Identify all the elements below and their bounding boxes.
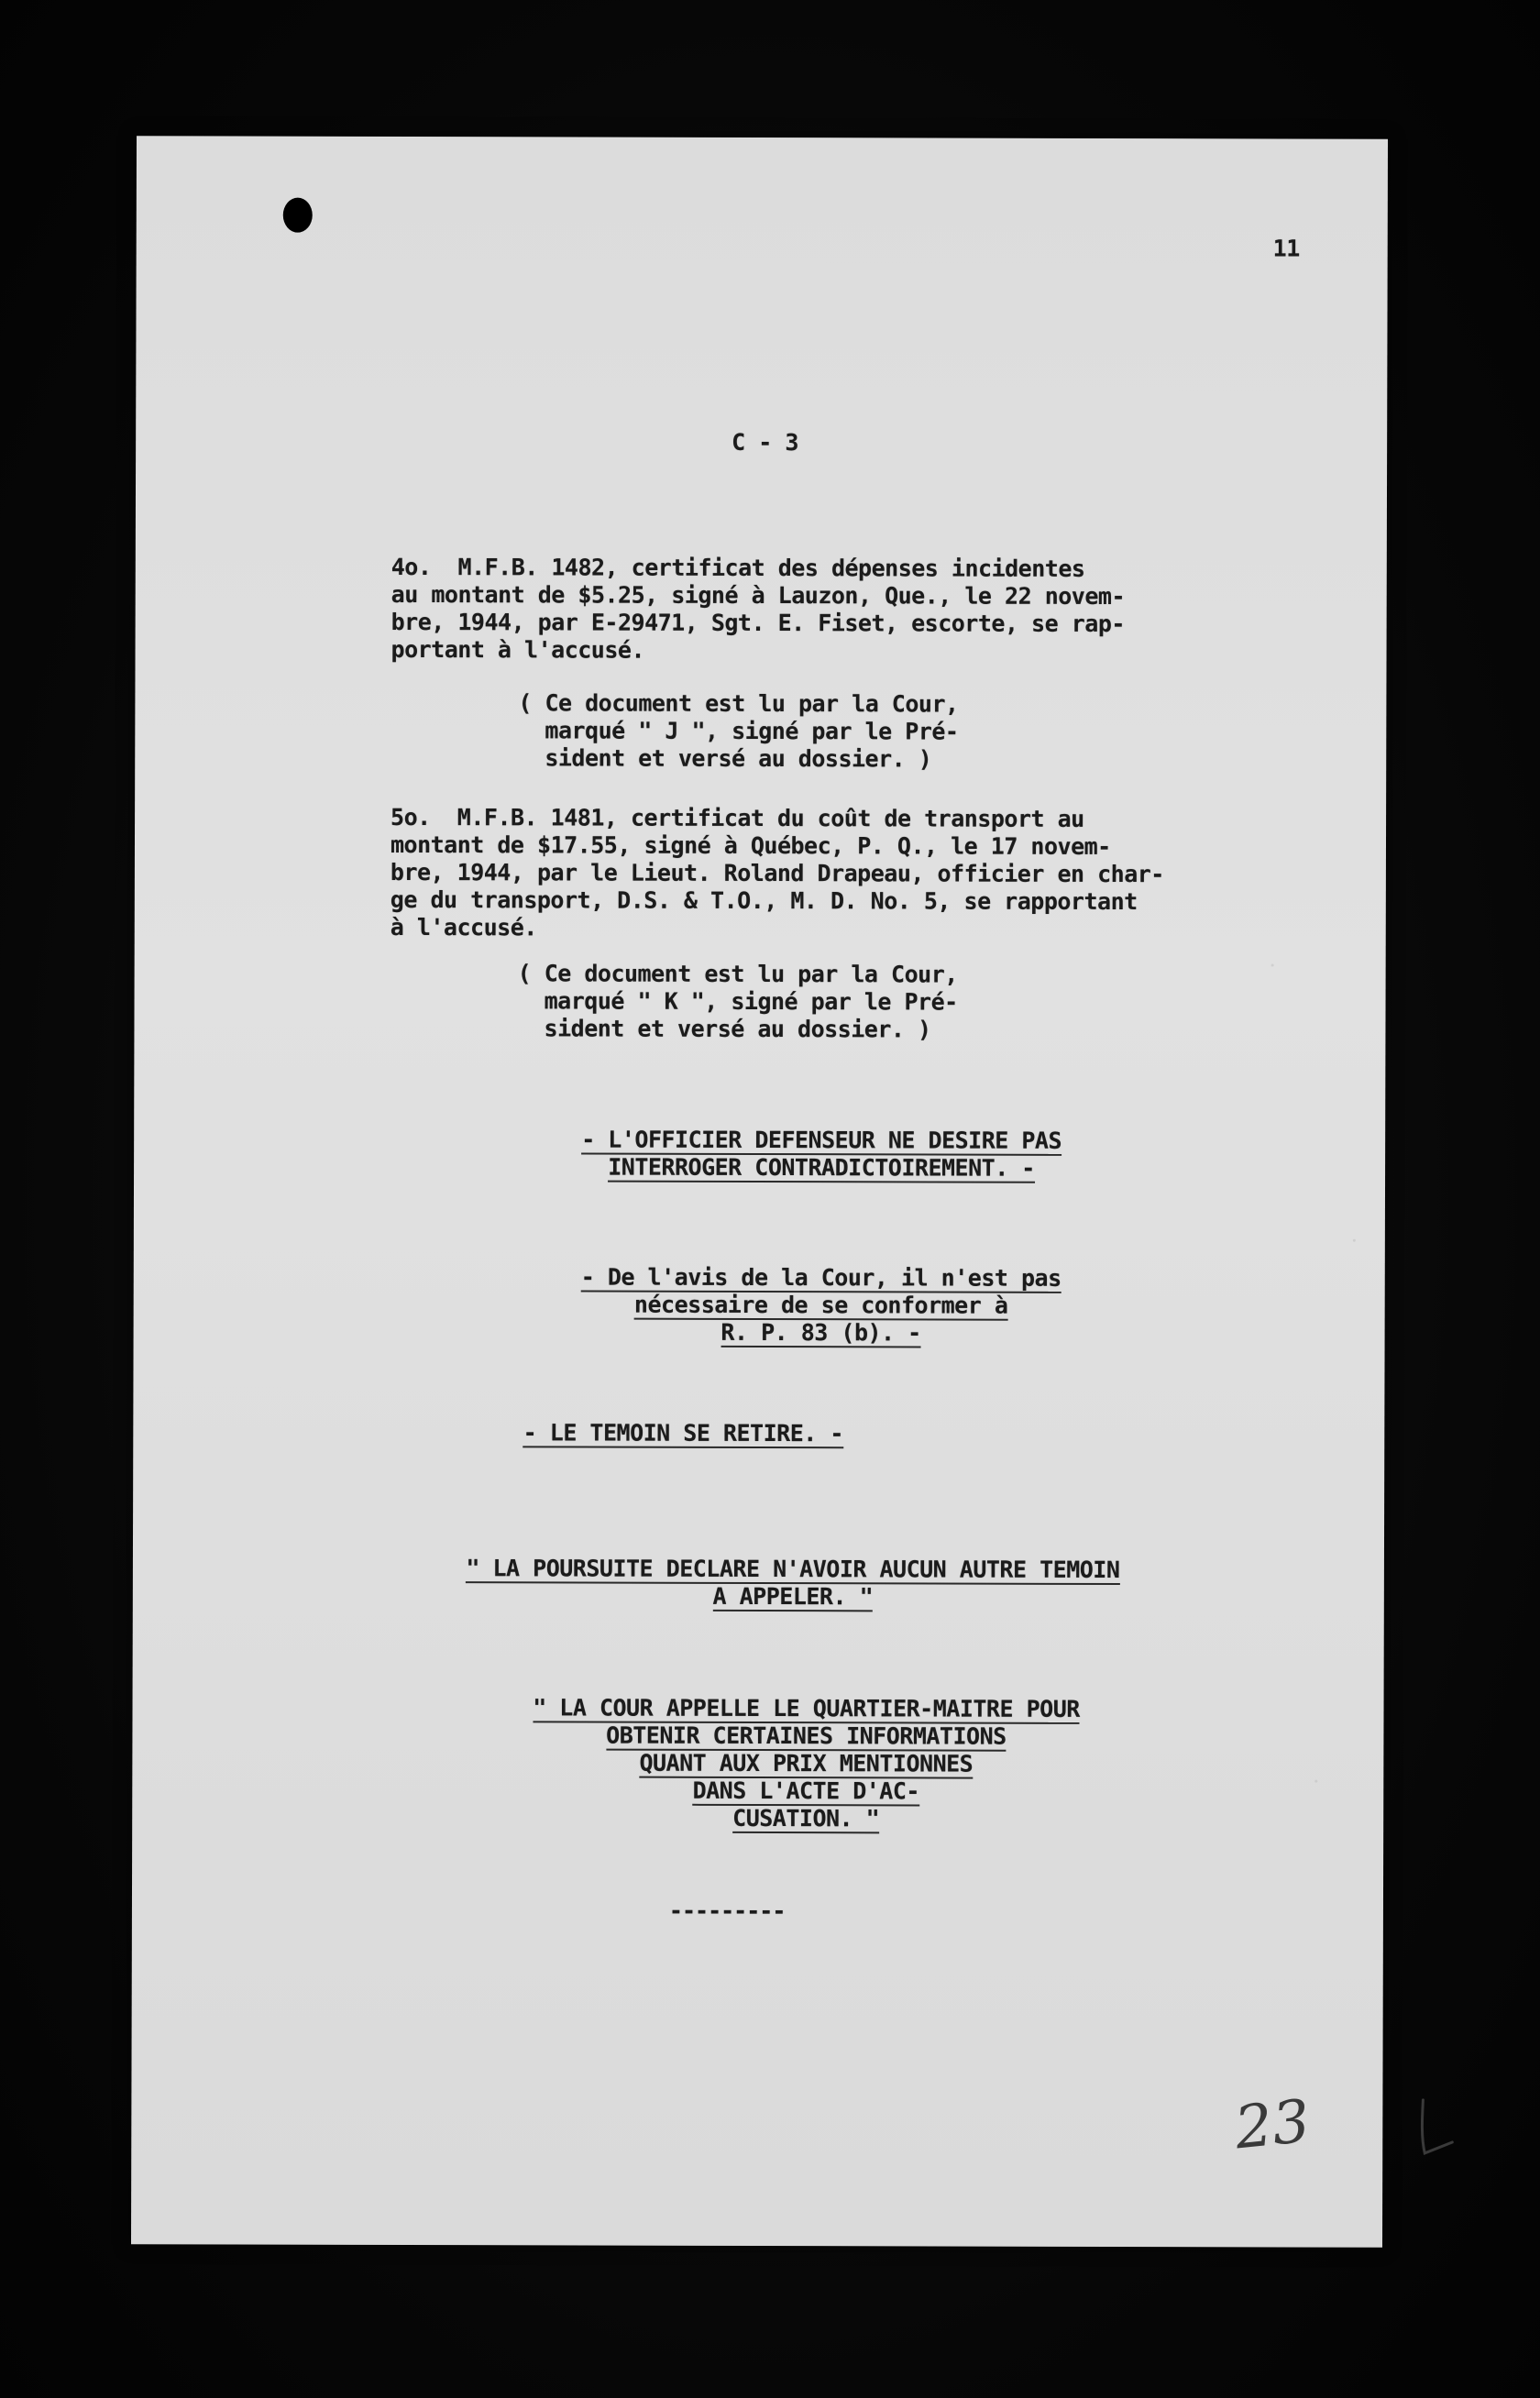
witness-withdraws-line: - LE TEMOIN SE RETIRE. -	[522, 1419, 843, 1447]
court-opinion-line: R. P. 83 (b). -	[720, 1318, 921, 1347]
court-calls-line: " LA COUR APPELLE LE QUARTIER-MAITRE POUR	[533, 1694, 1080, 1722]
item-4o-text: 4o. M.F.B. 1482, certificat des dépenses incidentes au montant de $5.25, signé à Lauzon, Que., le 22 novem- bre, 1944, par E-29471, Sgt. E. Fiset, escorte, se rap- portant à l'accusé.	[390, 553, 1126, 664]
witness-withdraws	[500, 1420, 866, 1448]
handwritten-page-number: 23	[1231, 2087, 1314, 2163]
paper-speck	[1314, 1780, 1317, 1783]
defense-statement	[500, 1127, 1142, 1183]
court-calls-line: DANS L'ACTE D'AC-	[692, 1776, 920, 1805]
court-opinion-line: - De l'avis de la Cour, il n'est pas	[580, 1263, 1062, 1292]
court-calls-statement	[471, 1695, 1140, 1834]
paper-speck	[1271, 963, 1274, 966]
prosecution-statement-line: " LA POURSUITE DECLARE N'AVOIR AUCUN AUTRE TEMOIN	[466, 1555, 1120, 1584]
page-number: 11	[1272, 235, 1300, 262]
defense-statement-line: - L'OFFICIER DEFENSEUR NE DESIRE PAS	[581, 1126, 1062, 1154]
item-4o-note: ( Ce document est lu par la Cour, marqué " J ", signé par le Pré- sident et versé au dossier. )	[518, 689, 959, 773]
document-sheet	[131, 136, 1388, 2248]
section-header: C - 3	[732, 428, 798, 456]
item-5o-text: 5o. M.F.B. 1481, certificat du coût de transport au montant de $17.55, signé à Québec, P. Q., le 17 novem- bre, 1944, par le Lieut. Roland Drapeau, officier en char- ge du transport, D.S. & T.O., M. D. No. 5, se rapportant à l'accusé.	[390, 803, 1164, 941]
court-calls-line: QUANT AUX PRIX MENTIONNES	[639, 1749, 974, 1777]
defense-statement-line: INTERROGER CONTRADICTOIREMENT. -	[608, 1153, 1035, 1182]
item-5o-note: ( Ce document est lu par la Cour, marqué " K ", signé par le Pré- sident et versé au dossier. )	[517, 960, 958, 1043]
court-calls-line: OBTENIR CERTAINES INFORMATIONS	[606, 1722, 1006, 1750]
court-opinion	[500, 1264, 1142, 1348]
punch-hole	[283, 198, 313, 233]
court-calls-line: CUSATION. "	[732, 1804, 880, 1832]
prosecution-statement-line: A APPELER. "	[712, 1582, 874, 1611]
court-opinion-line: nécessaire de se conformer à	[633, 1291, 1008, 1319]
prosecution-statement	[380, 1556, 1205, 1612]
end-divider: ---------	[668, 1897, 786, 1925]
paper-speck	[1353, 1239, 1356, 1242]
handwritten-check-mark	[1417, 2096, 1454, 2161]
